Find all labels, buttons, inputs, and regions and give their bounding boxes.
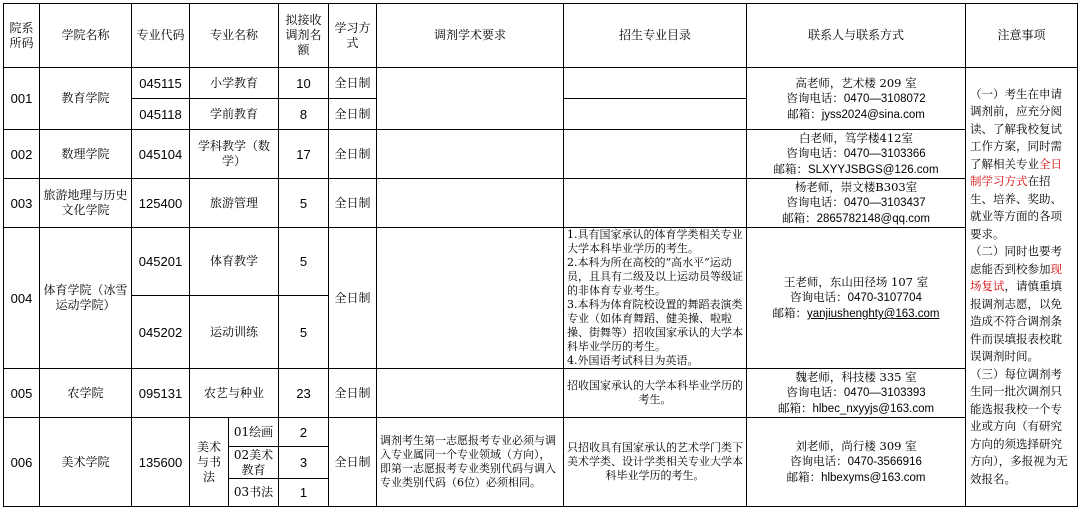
quota-cell: 2: [279, 418, 329, 447]
catalog-cell: [564, 130, 747, 179]
dept-code-cell: 006: [4, 418, 40, 507]
study-mode-cell: 全日制: [329, 228, 377, 369]
major-name-cell: 美术与书法: [190, 418, 229, 507]
header-college: 学院名称: [40, 4, 132, 68]
catalog-item: 1.具有国家承认的体育学类相关专业大学本科毕业学历的考生。: [567, 228, 743, 255]
catalog-cell: [564, 228, 747, 369]
contact-email[interactable]: 邮箱：hlbexyms@163.com: [786, 472, 926, 484]
catalog-item: 3.本科为体育院校设置的舞蹈表演类专业（如体育舞蹈、健美操、啦啦操、街舞等）招收国家承认的大学本科毕业学历的考生。: [567, 298, 744, 353]
major-name-cell: 体育教学: [190, 228, 279, 296]
catalog-cell: [564, 99, 747, 130]
study-mode-cell: 全日制: [329, 130, 377, 179]
contact-phone: 咨询电话：0470—3103437: [786, 197, 926, 209]
notes-paragraph-3: （三）每位调剂考生同一批次调剂只能选报我校一个专业或方向（有研究方向的须选择研究方向），多报视为无效报名。: [970, 366, 1068, 486]
adjustment-table: [3, 3, 1078, 507]
quota-cell: 5: [279, 228, 329, 296]
contact-email[interactable]: 邮箱：SLXYYJSBGS@126.com: [773, 164, 939, 176]
contact-email[interactable]: 邮箱：yanjiushenghty@163.com: [772, 308, 940, 320]
major-name-cell: 学科教学（数学）: [190, 130, 279, 179]
quota-cell: 1: [279, 479, 329, 507]
major-code-cell: 045115: [132, 68, 190, 99]
header-row: [4, 4, 1078, 68]
study-mode-cell: 全日制: [329, 369, 377, 418]
college-cell: 数理学院: [40, 130, 132, 179]
college-cell: 旅游地理与历史文化学院: [40, 179, 132, 228]
college-cell: 农学院: [40, 369, 132, 418]
contact-person: 魏老师，科技楼 335 室: [795, 370, 917, 384]
quota-cell: 8: [279, 99, 329, 130]
contact-cell: [747, 228, 966, 369]
notes-paragraph-1: （一）考生在申请调剂前，应充分阅读、了解我校复试工作方案，同时需了解相关专业全日制学习方式在招生、培养、奖助、就业等方面的各项要求。: [970, 86, 1063, 241]
table-row: [4, 68, 1078, 99]
college-cell: 体育学院（冰雪运动学院）: [40, 228, 132, 369]
major-code-cell: 045118: [132, 99, 190, 130]
header-requirements: 调剂学术要求: [377, 4, 564, 68]
contact-phone: 咨询电话：0470-3107704: [790, 292, 922, 304]
major-code-cell: 045201: [132, 228, 190, 296]
college-cell: 教育学院: [40, 68, 132, 130]
contact-person: 刘老师，尚行楼 309 室: [795, 439, 917, 453]
contact-cell: [747, 68, 966, 130]
contact-email[interactable]: 邮箱：jyss2024@sina.com: [787, 108, 925, 121]
contact-phone: 咨询电话：0470—3108072: [786, 92, 926, 105]
catalog-cell: 招收国家承认的大学本科毕业学历的考生。: [564, 369, 747, 418]
catalog-cell: [564, 179, 747, 228]
header-major-name: 专业名称: [190, 4, 279, 68]
contact-email[interactable]: 邮箱：2865782148@qq.com: [782, 213, 930, 225]
quota-cell: 23: [279, 369, 329, 418]
dept-code-cell: 003: [4, 179, 40, 228]
contact-cell: [747, 369, 966, 418]
quota-cell: 5: [279, 296, 329, 369]
contact-cell: [747, 418, 966, 507]
requirements-cell: [377, 130, 564, 179]
contact-phone: 咨询电话：0470-3566916: [790, 456, 922, 468]
major-name-cell: 小学教育: [190, 68, 279, 99]
contact-person: 白老师，笃学楼412室: [799, 131, 913, 145]
header-dept-code: 院系所码: [4, 4, 40, 68]
major-code-cell: 095131: [132, 369, 190, 418]
catalog-cell: [564, 68, 747, 99]
requirements-cell: [377, 228, 564, 369]
major-code-cell: 045104: [132, 130, 190, 179]
major-name-cell: 运动训练: [190, 296, 279, 369]
contact-phone: 咨询电话：0470—3103366: [786, 148, 926, 160]
major-code-cell: 125400: [132, 179, 190, 228]
requirements-cell: [377, 179, 564, 228]
header-catalog: 招生专业目录: [564, 4, 747, 68]
table-row: [4, 228, 1078, 296]
requirements-cell: [377, 369, 564, 418]
sub-major-cell: 01绘画: [229, 418, 279, 447]
major-code-cell: 135600: [132, 418, 190, 507]
table-row: [4, 418, 1078, 447]
quota-cell: 10: [279, 68, 329, 99]
contact-person: 王老师，东山田径场 107 室: [783, 275, 929, 289]
requirements-cell: [377, 68, 564, 130]
sub-major-cell: 02美术教育: [229, 447, 279, 479]
catalog-item: 2.本科为所在高校的“高水平”运动员，且具有二级及以上运动员等级证的非体育专业考生。: [567, 256, 744, 297]
study-mode-cell: 全日制: [329, 99, 377, 130]
quota-cell: 5: [279, 179, 329, 228]
study-mode-cell: 全日制: [329, 68, 377, 99]
contact-cell: [747, 179, 966, 228]
quota-cell: 3: [279, 447, 329, 479]
notes-paragraph-2: （二）同时也要考虑能否到校参加现场复试，请慎重填报调剂志愿，以免造成不符合调剂条件而误填报表校耽误调剂时间。: [970, 244, 1063, 364]
contact-phone: 咨询电话：0470—3103393: [786, 387, 926, 399]
table-row: [4, 130, 1078, 179]
quota-cell: 17: [279, 130, 329, 179]
catalog-cell: 只招收具有国家承认的艺术学门类下美术学类、设计学类相关专业大学本科毕业学历的考生。: [564, 418, 747, 507]
contact-person: 杨老师，崇文楼B303室: [794, 180, 918, 194]
major-code-cell: 045202: [132, 296, 190, 369]
study-mode-cell: 全日制: [329, 179, 377, 228]
catalog-item: 4.外国语考试科目为英语。: [567, 354, 699, 367]
dept-code-cell: 002: [4, 130, 40, 179]
dept-code-cell: 004: [4, 228, 40, 369]
dept-code-cell: 001: [4, 68, 40, 130]
header-quota: 拟接收调剂名额: [279, 4, 329, 68]
major-name-cell: 农艺与种业: [190, 369, 279, 418]
header-major-code: 专业代码: [132, 4, 190, 68]
major-name-cell: 旅游管理: [190, 179, 279, 228]
college-cell: 美术学院: [40, 418, 132, 507]
dept-code-cell: 005: [4, 369, 40, 418]
header-notes: 注意事项: [966, 4, 1078, 68]
requirements-cell: 调剂考生第一志愿报考专业必须与调入专业属同一个专业领域（方向），即第一志愿报考专业类别代码与调入专业类别代码（6位）必须相同。: [377, 418, 564, 507]
contact-cell: [747, 130, 966, 179]
table-row: [4, 179, 1078, 228]
header-study-mode: 学习方式: [329, 4, 377, 68]
contact-person: 高老师，艺术楼 209 室: [795, 75, 917, 90]
table-row: [4, 369, 1078, 418]
notes-cell: [966, 68, 1078, 507]
header-contact: 联系人与联系方式: [747, 4, 966, 68]
major-name-cell: 学前教育: [190, 99, 279, 130]
sub-major-cell: 03书法: [229, 479, 279, 507]
study-mode-cell: 全日制: [329, 418, 377, 507]
contact-email[interactable]: 邮箱：hlbec_nxyyjs@163.com: [777, 403, 935, 415]
